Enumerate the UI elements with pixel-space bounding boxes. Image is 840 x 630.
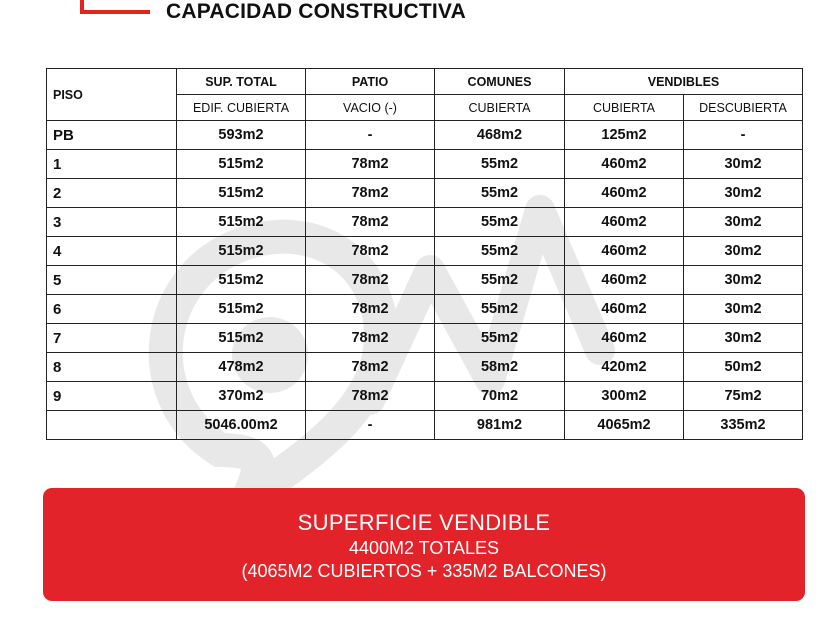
patio-cell: 78m2 xyxy=(306,179,435,208)
table-row xyxy=(47,121,803,150)
floor-cell: 4 xyxy=(47,237,177,266)
floor-cell: 6 xyxy=(47,295,177,324)
comunes-cell: 55m2 xyxy=(435,237,565,266)
patio-cell: 78m2 xyxy=(306,353,435,382)
table-row xyxy=(47,150,803,179)
comunes-cell: 468m2 xyxy=(435,121,565,150)
patio-cell: 78m2 xyxy=(306,208,435,237)
vendible-cubierta-cell: 460m2 xyxy=(565,179,684,208)
patio-cell: 78m2 xyxy=(306,266,435,295)
table-row xyxy=(47,266,803,295)
floor-cell: 5 xyxy=(47,266,177,295)
capacity-table xyxy=(46,68,803,440)
vendible-cubierta-cell: 300m2 xyxy=(565,382,684,411)
comunes-cell: 55m2 xyxy=(435,179,565,208)
sup-total-cell: 515m2 xyxy=(177,150,306,179)
floor-cell: 2 xyxy=(47,179,177,208)
sup-total-cell: 593m2 xyxy=(177,121,306,150)
vendible-descubierta-cell: - xyxy=(684,121,803,150)
subheader-vacio: VACIO (-) xyxy=(306,95,435,121)
floor-cell: 8 xyxy=(47,353,177,382)
vendible-cubierta-cell: 460m2 xyxy=(565,150,684,179)
floor-cell: 7 xyxy=(47,324,177,353)
sup-total-cell: 5046.00m2 xyxy=(177,411,306,440)
banner-total-line: 4400M2 TOTALES xyxy=(348,538,500,558)
patio-cell: 78m2 xyxy=(306,150,435,179)
comunes-cell: 55m2 xyxy=(435,295,565,324)
patio-cell: 78m2 xyxy=(306,237,435,266)
floor-cell: 1 xyxy=(47,150,177,179)
table-body xyxy=(47,121,803,440)
sup-total-cell: 515m2 xyxy=(177,208,306,237)
sup-total-cell: 515m2 xyxy=(177,179,306,208)
vendible-descubierta-cell: 30m2 xyxy=(684,295,803,324)
header-sup-total: SUP. TOTAL xyxy=(177,69,306,95)
header-patio: PATIO xyxy=(306,69,435,95)
patio-cell: - xyxy=(306,121,435,150)
vendible-cubierta-cell: 4065m2 xyxy=(565,411,684,440)
vendible-cubierta-cell: 420m2 xyxy=(565,353,684,382)
table-row xyxy=(47,353,803,382)
banner-breakdown-line: (4065M2 CUBIERTOS + 335M2 BALCONES) xyxy=(241,561,607,581)
comunes-cell: 55m2 xyxy=(435,150,565,179)
vendible-cubierta-cell: 125m2 xyxy=(565,121,684,150)
vendible-cubierta-cell: 460m2 xyxy=(565,237,684,266)
floor-cell xyxy=(47,411,177,440)
subheader-vendibles-cubierta: CUBIERTA xyxy=(565,95,684,121)
vendible-descubierta-cell: 30m2 xyxy=(684,208,803,237)
header-piso: PISO xyxy=(47,69,177,121)
header-comunes: COMUNES xyxy=(435,69,565,95)
vendible-cubierta-cell: 460m2 xyxy=(565,324,684,353)
sellable-area-banner xyxy=(43,488,805,601)
table-row xyxy=(47,208,803,237)
subheader-comunes-cubierta: CUBIERTA xyxy=(435,95,565,121)
patio-cell: 78m2 xyxy=(306,295,435,324)
vendible-cubierta-cell: 460m2 xyxy=(565,266,684,295)
table-row xyxy=(47,237,803,266)
sup-total-cell: 515m2 xyxy=(177,295,306,324)
table-row xyxy=(47,295,803,324)
comunes-cell: 55m2 xyxy=(435,324,565,353)
sup-total-cell: 515m2 xyxy=(177,266,306,295)
vendible-descubierta-cell: 50m2 xyxy=(684,353,803,382)
vendible-descubierta-cell: 335m2 xyxy=(684,411,803,440)
patio-cell: - xyxy=(306,411,435,440)
vendible-cubierta-cell: 460m2 xyxy=(565,208,684,237)
vendible-descubierta-cell: 30m2 xyxy=(684,179,803,208)
vendible-descubierta-cell: 30m2 xyxy=(684,150,803,179)
banner-title: SUPERFICIE VENDIBLE xyxy=(297,510,551,535)
page-title: CAPACIDAD CONSTRUCTIVA xyxy=(166,0,466,23)
floor-cell: 9 xyxy=(47,382,177,411)
sup-total-cell: 478m2 xyxy=(177,353,306,382)
totals-row xyxy=(47,411,803,440)
vendible-descubierta-cell: 30m2 xyxy=(684,266,803,295)
table-row xyxy=(47,382,803,411)
vendible-cubierta-cell: 460m2 xyxy=(565,295,684,324)
patio-cell: 78m2 xyxy=(306,382,435,411)
comunes-cell: 70m2 xyxy=(435,382,565,411)
sup-total-cell: 370m2 xyxy=(177,382,306,411)
comunes-cell: 981m2 xyxy=(435,411,565,440)
subheader-edif-cubierta: EDIF. CUBIERTA xyxy=(177,95,306,121)
header-vendibles: VENDIBLES xyxy=(565,69,803,95)
comunes-cell: 58m2 xyxy=(435,353,565,382)
floor-cell: PB xyxy=(47,121,177,150)
table-row xyxy=(47,179,803,208)
patio-cell: 78m2 xyxy=(306,324,435,353)
vendible-descubierta-cell: 30m2 xyxy=(684,237,803,266)
floor-cell: 3 xyxy=(47,208,177,237)
subheader-vendibles-descubierta: DESCUBIERTA xyxy=(684,95,803,121)
brand-corner-mark xyxy=(80,0,150,14)
comunes-cell: 55m2 xyxy=(435,208,565,237)
vendible-descubierta-cell: 75m2 xyxy=(684,382,803,411)
sup-total-cell: 515m2 xyxy=(177,324,306,353)
comunes-cell: 55m2 xyxy=(435,266,565,295)
vendible-descubierta-cell: 30m2 xyxy=(684,324,803,353)
sup-total-cell: 515m2 xyxy=(177,237,306,266)
table-row xyxy=(47,324,803,353)
